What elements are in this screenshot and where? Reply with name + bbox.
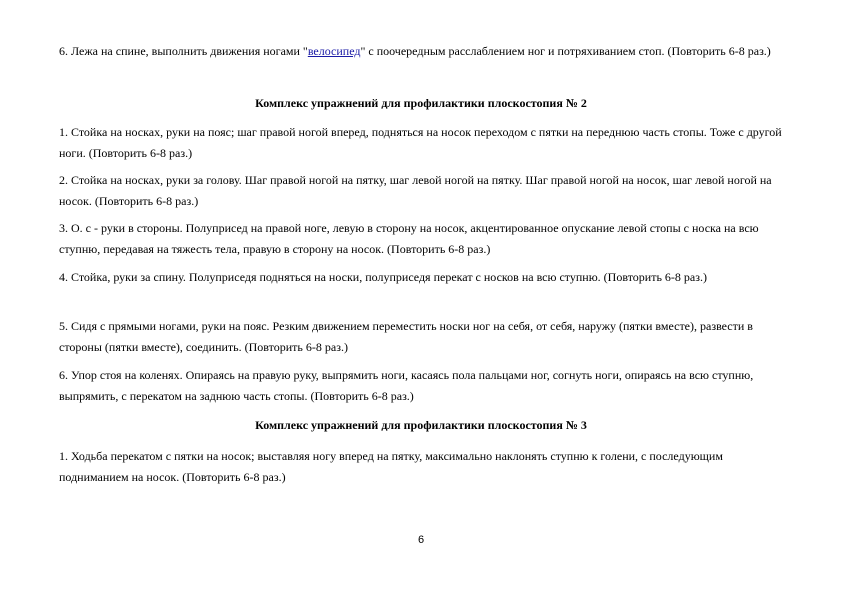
- exercise-item: 3. О. с - руки в стороны. Полуприсед на правой ноге, левую в сторону на носок, акцентированное опускание левой стопы с носка на всю ступню, передавая на тяжесть тела, правую в сторону на носок. (Повторить 6-8 раз.): [59, 221, 759, 256]
- exercise-item: 1. Ходьба перекатом с пятки на носок; выставляя ногу вперед на пятку, максимально наклонять ступню к голени, с последующим подниманием на носок. (Повторить 6-8 раз.): [59, 449, 723, 484]
- exercise-item: 4. Стойка, руки за спину. Полуприседя подняться на носки, полуприседя перекат с носков на всю ступню. (Повторить 6-8 раз.): [59, 270, 707, 284]
- exercise-text: 6. Лежа на спине, выполнить движения ногами ": [59, 44, 308, 58]
- section-heading: Комплекс упражнений для профилактики плоскостопия № 2: [255, 96, 587, 110]
- exercise-item: 6. Упор стоя на коленях. Опираясь на правую руку, выпрямить ноги, касаясь пола пальцами ног, согнуть ноги, опираясь на всю ступню, выпрямить, с перекатом на заднюю часть стопы. (Повторить 6-8 раз.): [59, 368, 754, 403]
- exercise-item: [59, 41, 789, 62]
- exercise-item: 5. Сидя с прямыми ногами, руки на пояс. Резким движением переместить носки ног на себя, от себя, наружу (пятки вместе), развести в стороны (пятки вместе), соединить. (Повторить 6-8 раз.): [59, 319, 753, 354]
- exercise-text: " с поочередным расслаблением ног и потряхиванием стоп. (Повторить 6-8 раз.): [360, 44, 771, 58]
- exercise-item: 1. Стойка на носках, руки на пояс; шаг правой ногой вперед, подняться на носок переходом с пятки на переднюю часть стопы. Тоже с другой ноги. (Повторить 6-8 раз.): [59, 125, 782, 160]
- section-heading: Комплекс упражнений для профилактики плоскостопия № 3: [255, 418, 587, 432]
- exercise-item: 2. Стойка на носках, руки за голову. Шаг правой ногой на пятку, шаг левой ногой на пятку. Шаг правой ногой на носок, шаг левой ногой на носок. (Повторить 6-8 раз.): [59, 173, 772, 208]
- page-number: 6: [417, 534, 425, 546]
- bicycle-link[interactable]: велосипед: [307, 44, 361, 58]
